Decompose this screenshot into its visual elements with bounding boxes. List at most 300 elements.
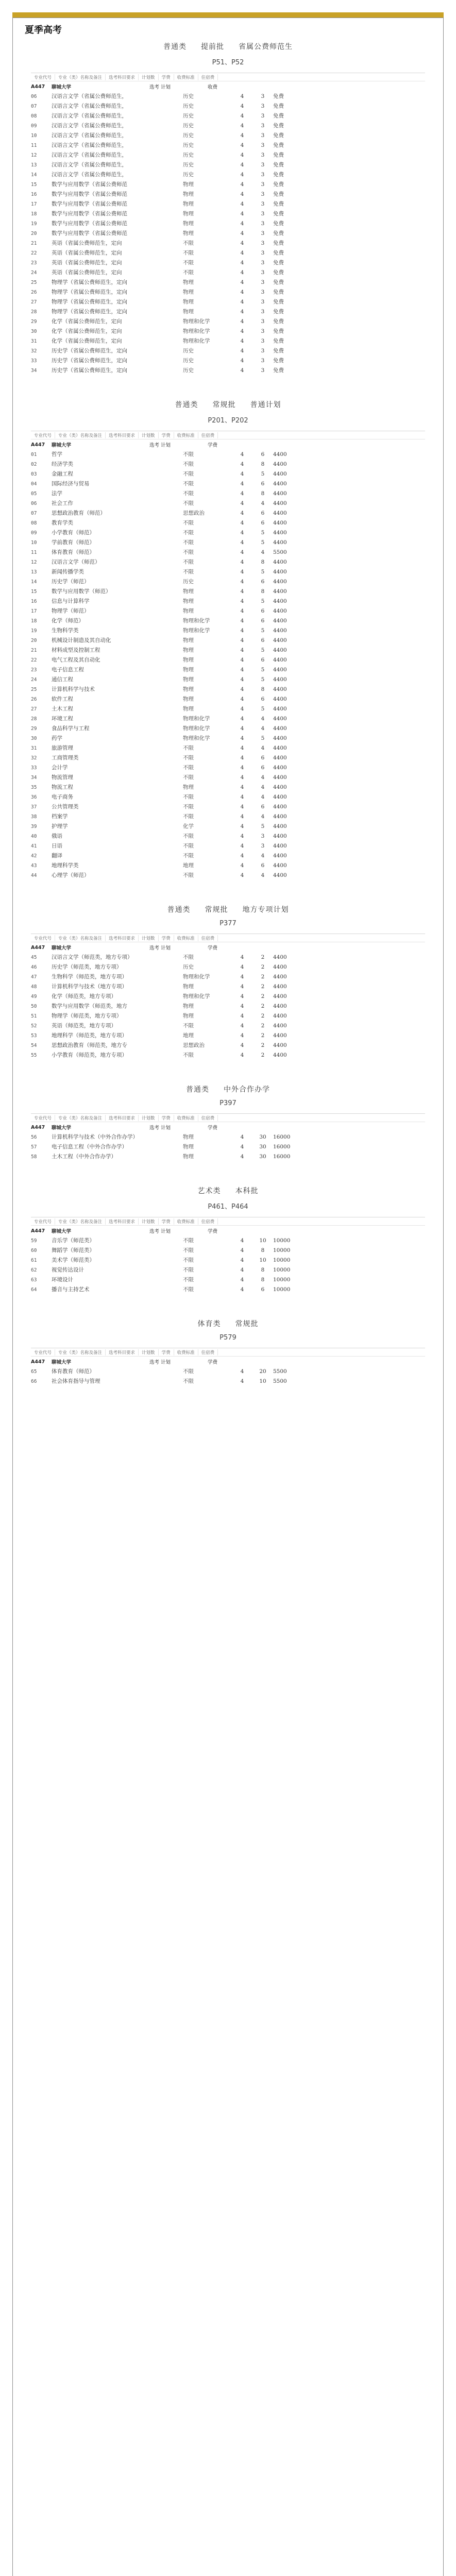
cell-sub: 不限: [183, 1267, 194, 1273]
cell-sub: 物理和化学: [183, 993, 210, 999]
cell-n2: 10: [259, 1257, 266, 1263]
cell-n2: 4: [261, 500, 265, 506]
cell-no: 39: [31, 824, 37, 829]
table-row: [31, 665, 425, 675]
cell-n2: 5: [261, 706, 265, 712]
cell-n2: 5: [261, 539, 265, 546]
cell-n2: 3: [261, 279, 265, 285]
cell-name: 舞蹈学（师范类）: [52, 1247, 95, 1253]
cell-name: 历史学（师范类，地方专项）: [52, 964, 122, 970]
cell-sub: 物理: [183, 598, 194, 604]
cell-name: 体育教育（师范）: [52, 1368, 95, 1375]
cell-n2: 3: [261, 142, 265, 148]
cell-fee: 免费: [273, 279, 284, 285]
cell-no: 15: [31, 589, 37, 595]
college-right: 学费: [208, 945, 218, 951]
cell-name: 电气工程及其自动化: [52, 657, 100, 663]
column-header: 专业代号: [31, 1218, 55, 1225]
cell-sub: 历史: [183, 103, 194, 109]
cell-n2: 2: [261, 1013, 265, 1019]
cell-n2: 4: [261, 853, 265, 859]
cell-fee: 免费: [273, 250, 284, 256]
table-row: [31, 101, 425, 111]
table-row: [31, 1132, 425, 1142]
cell-no: 29: [31, 726, 37, 732]
cell-fee: 4400: [273, 1052, 287, 1058]
cell-n2: 3: [261, 93, 265, 99]
cell-n1: 4: [240, 358, 244, 364]
cell-n1: 4: [240, 1144, 244, 1150]
cell-n2: 3: [261, 240, 265, 246]
cell-n2: 2: [261, 1042, 265, 1048]
cell-name: 材料成型及控制工程: [52, 647, 100, 653]
cell-n1: 4: [240, 113, 244, 119]
cell-fee: 免费: [273, 240, 284, 246]
column-header: 选考科目要求: [106, 1349, 139, 1355]
table-row: [31, 822, 425, 832]
cell-no: 37: [31, 804, 37, 810]
cell-name: 食品科学与工程: [52, 725, 90, 732]
column-header: 计划数: [139, 432, 159, 438]
cell-n2: 3: [261, 260, 265, 266]
cell-name: 物流工程: [52, 784, 73, 790]
cell-n2: 3: [261, 123, 265, 129]
cell-no: 04: [31, 481, 37, 487]
cell-sub: 物理和化学: [183, 628, 210, 634]
column-header-row: [31, 1348, 425, 1357]
table-row: [31, 841, 425, 851]
cell-fee: 免费: [273, 162, 284, 168]
cell-n2: 8: [261, 1267, 265, 1273]
cell-n2: 4: [261, 716, 265, 722]
cell-sub: 物理: [183, 1134, 194, 1140]
cell-n2: 5: [261, 471, 265, 477]
cell-sub: 不限: [183, 471, 194, 477]
cell-name: 美术学（师范类）: [52, 1257, 95, 1263]
table-row: [31, 685, 425, 694]
cell-fee: 4400: [273, 843, 287, 849]
cell-fee: 免费: [273, 152, 284, 158]
cell-sub: 物理: [183, 230, 194, 236]
cell-sub: 历史: [183, 367, 194, 374]
cell-n1: 4: [240, 608, 244, 614]
cell-no: 16: [31, 599, 37, 604]
section-header-term: 常规批: [212, 401, 236, 409]
brand-strip: [12, 12, 444, 18]
table-row: [31, 606, 425, 616]
cell-name: 汉语言文学（省属公费师范生，: [52, 132, 127, 139]
table-row: [31, 297, 425, 307]
cell-sub: 不限: [183, 794, 194, 800]
cell-n2: 4: [261, 872, 265, 878]
cell-fee: 4400: [273, 984, 287, 990]
cell-n2: 6: [261, 862, 265, 869]
table-row: [31, 646, 425, 655]
section-header-term: 普通类: [186, 1086, 209, 1094]
cell-n2: 3: [261, 230, 265, 236]
cell-sub: 物理和化学: [183, 618, 210, 624]
column-header: 学费: [159, 1349, 174, 1355]
cell-name: 物理学（师范）: [52, 608, 90, 614]
cell-name: 物理学（省属公费师范生，定向: [52, 309, 127, 315]
cell-no: 32: [31, 348, 37, 354]
cell-fee: 4400: [273, 696, 287, 702]
cell-fee: 4400: [273, 964, 287, 970]
college-right: 收费: [208, 84, 218, 90]
table-row: [31, 258, 425, 268]
table-row: [31, 131, 425, 141]
cell-fee: 4400: [273, 706, 287, 712]
college-row: [31, 1122, 425, 1132]
cell-n1: 4: [240, 1052, 244, 1058]
cell-name: 英语（省属公费师范生，定向: [52, 240, 122, 246]
cell-no: 29: [31, 319, 37, 325]
college-name: 聊城大学: [52, 1125, 72, 1131]
cell-sub: 不限: [183, 1247, 194, 1253]
cell-n1: 4: [240, 309, 244, 315]
table-row: [31, 802, 425, 812]
cell-no: 30: [31, 329, 37, 334]
cell-n2: 6: [261, 765, 265, 771]
cell-fee: 10000: [273, 1286, 291, 1293]
cell-n1: 4: [240, 569, 244, 575]
table-row: [31, 1256, 425, 1265]
cell-fee: 4400: [273, 833, 287, 839]
cell-fee: 免费: [273, 181, 284, 188]
table-row: [31, 219, 425, 229]
cell-name: 历史学（师范）: [52, 579, 90, 585]
cell-name: 历史学（省属公费师范生，定向: [52, 358, 127, 364]
cell-n1: 4: [240, 240, 244, 246]
plan-section: [31, 904, 425, 1060]
cell-n2: 8: [261, 1247, 265, 1253]
cell-name: 地理科学（师范类，地方专项）: [52, 1032, 127, 1039]
table-row: [31, 121, 425, 131]
cell-sub: 物理和化学: [183, 735, 210, 741]
column-header: 收费标准: [174, 74, 198, 80]
cell-fee: 4400: [273, 774, 287, 781]
cell-no: 48: [31, 984, 37, 990]
cell-n1: 4: [240, 774, 244, 781]
cell-n1: 4: [240, 1023, 244, 1029]
cell-n2: 3: [261, 181, 265, 188]
cell-no: 22: [31, 250, 37, 256]
cell-sub: 不限: [183, 520, 194, 526]
table-row: [31, 356, 425, 366]
cell-no: 66: [31, 1379, 37, 1384]
cell-sub: 物理: [183, 1013, 194, 1019]
cell-no: 65: [31, 1369, 37, 1375]
college-row: [31, 1226, 425, 1236]
table-row: [31, 509, 425, 518]
cell-no: 43: [31, 863, 37, 869]
table-row: [31, 616, 425, 626]
table-row: [31, 1002, 425, 1011]
college-name: 聊城大学: [52, 84, 72, 90]
cell-sub: 不限: [183, 833, 194, 839]
cell-n2: 10: [259, 1378, 266, 1384]
table-row: [31, 538, 425, 548]
cell-n2: 3: [261, 103, 265, 109]
cell-fee: 4400: [273, 823, 287, 829]
cell-n1: 4: [240, 123, 244, 129]
column-header: 计划数: [139, 935, 159, 941]
cell-no: 08: [31, 520, 37, 526]
cell-no: 30: [31, 736, 37, 741]
cell-n2: 3: [261, 328, 265, 334]
cell-no: 26: [31, 290, 37, 295]
cell-no: 34: [31, 775, 37, 781]
cell-fee: 4400: [273, 814, 287, 820]
column-header-row: [31, 934, 425, 942]
cell-n2: 3: [261, 201, 265, 207]
cell-no: 28: [31, 309, 37, 315]
cell-n2: 6: [261, 481, 265, 487]
cell-n1: 4: [240, 162, 244, 168]
college-sub: 选考 计划: [149, 1360, 171, 1365]
cell-n1: 4: [240, 706, 244, 712]
cell-name: 土木工程（中外合作办学）: [52, 1154, 116, 1160]
cell-sub: 思想政治: [183, 510, 205, 516]
column-header: 计划数: [139, 1115, 159, 1121]
cell-fee: 4400: [273, 598, 287, 604]
cell-no: 12: [31, 560, 37, 565]
column-header: 学费: [159, 1115, 174, 1121]
cell-fee: 免费: [273, 142, 284, 148]
cell-sub: 不限: [183, 539, 194, 546]
cell-name: 播音与主持艺术: [52, 1286, 90, 1293]
college-sub: 选考 计划: [149, 945, 171, 951]
cell-fee: 4400: [273, 804, 287, 810]
table-row: [31, 704, 425, 714]
cell-name: 化学（省属公费师范生，定向: [52, 328, 122, 334]
cell-sub: 历史: [183, 113, 194, 119]
table-row: [31, 141, 425, 150]
cell-sub: 物理和化学: [183, 725, 210, 732]
cell-n1: 4: [240, 1257, 244, 1263]
cell-sub: 地理: [183, 862, 194, 869]
table-row: [31, 287, 425, 297]
cell-name: 计算机科学与技术（地方专项）: [52, 984, 127, 990]
cell-fee: 免费: [273, 201, 284, 207]
college-row: [31, 1357, 425, 1367]
college-sub: 选考 计划: [149, 1229, 171, 1234]
table-row: [31, 1275, 425, 1285]
cell-fee: 4400: [273, 755, 287, 761]
column-header: 住宿费: [198, 74, 218, 80]
cell-sub: 物理: [183, 309, 194, 315]
table-row: [31, 812, 425, 822]
cell-no: 49: [31, 994, 37, 999]
cell-n2: 4: [261, 549, 265, 555]
cell-no: 11: [31, 550, 37, 555]
cell-n1: 4: [240, 1003, 244, 1009]
cell-fee: 4400: [273, 716, 287, 722]
college-row: [31, 81, 425, 92]
cell-fee: 免费: [273, 348, 284, 354]
cell-n2: 3: [261, 348, 265, 354]
table-row: [31, 743, 425, 753]
cell-fee: 5500: [273, 1368, 287, 1375]
cell-n2: 6: [261, 804, 265, 810]
table-row: [31, 1367, 425, 1377]
cell-n2: 3: [261, 299, 265, 305]
cell-no: 35: [31, 785, 37, 790]
cell-n1: 4: [240, 647, 244, 653]
cell-n1: 4: [240, 1247, 244, 1253]
cell-no: 33: [31, 765, 37, 771]
cell-n2: 8: [261, 1277, 265, 1283]
cell-no: 01: [31, 452, 37, 457]
cell-n2: 3: [261, 289, 265, 295]
cell-name: 旅游管理: [52, 745, 73, 751]
cell-n2: 5: [261, 530, 265, 536]
cell-sub: 不限: [183, 814, 194, 820]
cell-no: 61: [31, 1258, 37, 1263]
cell-name: 英语（省属公费师范生，定向: [52, 269, 122, 276]
cell-n2: 2: [261, 974, 265, 980]
cell-n2: 2: [261, 993, 265, 999]
cell-fee: 免费: [273, 309, 284, 315]
cell-n1: 4: [240, 367, 244, 374]
cell-n1: 4: [240, 152, 244, 158]
cell-n2: 3: [261, 367, 265, 374]
cell-sub: 物理: [183, 221, 194, 227]
cell-n1: 4: [240, 260, 244, 266]
table-row: [31, 992, 425, 1002]
column-header: 住宿费: [198, 1349, 218, 1355]
cell-n2: 2: [261, 1032, 265, 1039]
cell-name: 护理学: [52, 823, 68, 829]
cell-sub: 不限: [183, 745, 194, 751]
cell-n2: 2: [261, 954, 265, 960]
cell-no: 57: [31, 1144, 37, 1150]
column-header: 收费标准: [174, 1349, 198, 1355]
cell-sub: 物理: [183, 984, 194, 990]
cell-no: 10: [31, 540, 37, 546]
cell-no: 07: [31, 511, 37, 516]
cell-fee: 4400: [273, 471, 287, 477]
cell-sub: 物理: [183, 289, 194, 295]
cell-sub: 物理: [183, 696, 194, 702]
cell-name: 小学教育（师范）: [52, 530, 95, 536]
table-row: [31, 783, 425, 792]
table-row: [31, 557, 425, 567]
cell-sub: 不限: [183, 451, 194, 457]
cell-n1: 4: [240, 1032, 244, 1039]
cell-fee: 4400: [273, 520, 287, 526]
cell-n2: 3: [261, 269, 265, 276]
section-header-term: 体育类: [197, 1320, 221, 1328]
cell-n2: 6: [261, 657, 265, 663]
cell-sub: 不限: [183, 1052, 194, 1058]
cell-n1: 4: [240, 853, 244, 859]
cell-n2: 5: [261, 569, 265, 575]
section-header: [31, 1318, 425, 1329]
table-row: [31, 327, 425, 336]
cell-sub: 不限: [183, 954, 194, 960]
cell-n1: 4: [240, 843, 244, 849]
cell-fee: 4400: [273, 490, 287, 497]
cell-sub: 不限: [183, 804, 194, 810]
cell-n2: 3: [261, 318, 265, 325]
cell-name: 历史学（省属公费师范生，定向: [52, 367, 127, 374]
cell-n1: 4: [240, 530, 244, 536]
college-sub: 选考 计划: [149, 443, 171, 448]
cell-fee: 4400: [273, 993, 287, 999]
table-row: [31, 567, 425, 577]
cell-no: 59: [31, 1238, 37, 1244]
cell-no: 47: [31, 974, 37, 980]
cell-sub: 地理: [183, 1032, 194, 1039]
table-row: [31, 753, 425, 763]
cell-no: 09: [31, 123, 37, 129]
cell-name: 汉语言文学（省属公费师范生，: [52, 142, 127, 148]
cell-n1: 4: [240, 520, 244, 526]
cell-no: 24: [31, 677, 37, 683]
cell-n1: 4: [240, 510, 244, 516]
cell-n2: 2: [261, 1003, 265, 1009]
cell-n1: 4: [240, 579, 244, 585]
cell-fee: 4400: [273, 539, 287, 546]
table-row: [31, 160, 425, 170]
cell-fee: 免费: [273, 191, 284, 197]
cell-n1: 4: [240, 745, 244, 751]
cell-n1: 4: [240, 1267, 244, 1273]
cell-name: 视觉传达设计: [52, 1267, 84, 1273]
cell-n2: 4: [261, 794, 265, 800]
cell-name: 法学: [52, 490, 62, 497]
cell-n1: 4: [240, 181, 244, 188]
cell-n2: 3: [261, 191, 265, 197]
cell-n2: 30: [259, 1154, 266, 1160]
cell-name: 哲学: [52, 451, 62, 457]
cell-fee: 4400: [273, 588, 287, 595]
cell-n1: 4: [240, 172, 244, 178]
cell-fee: 免费: [273, 123, 284, 129]
cell-name: 学前教育（师范）: [52, 539, 95, 546]
cell-sub: 不限: [183, 872, 194, 878]
table-row: [31, 366, 425, 376]
column-header: 专业代号: [31, 432, 55, 438]
cell-name: 汉语言文学（师范类，地方专项）: [52, 954, 133, 960]
cell-n1: 4: [240, 559, 244, 565]
table-row: [31, 528, 425, 538]
plan-table: [31, 1217, 425, 1295]
column-header: 收费标准: [174, 935, 198, 941]
column-header: 选考科目要求: [106, 1218, 139, 1225]
cell-no: 22: [31, 657, 37, 663]
cell-fee: 4400: [273, 451, 287, 457]
cell-sub: 物理和化学: [183, 328, 210, 334]
section-header-term: 普通类: [163, 43, 187, 51]
cell-fee: 4400: [273, 500, 287, 506]
cell-n1: 4: [240, 328, 244, 334]
cell-no: 52: [31, 1023, 37, 1029]
column-header-row: [31, 1217, 425, 1226]
column-header: 专业（类）名称及备注: [55, 74, 106, 80]
table-row: [31, 317, 425, 327]
cell-name: 数学与应用数学（师范）: [52, 588, 111, 595]
cell-n1: 4: [240, 1013, 244, 1019]
table-row: [31, 861, 425, 871]
cell-no: 45: [31, 955, 37, 960]
cell-n1: 4: [240, 142, 244, 148]
college-name: 聊城大学: [52, 443, 72, 448]
table-row: [31, 111, 425, 121]
cell-sub: 物理和化学: [183, 338, 210, 344]
cell-sub: 不限: [183, 530, 194, 536]
